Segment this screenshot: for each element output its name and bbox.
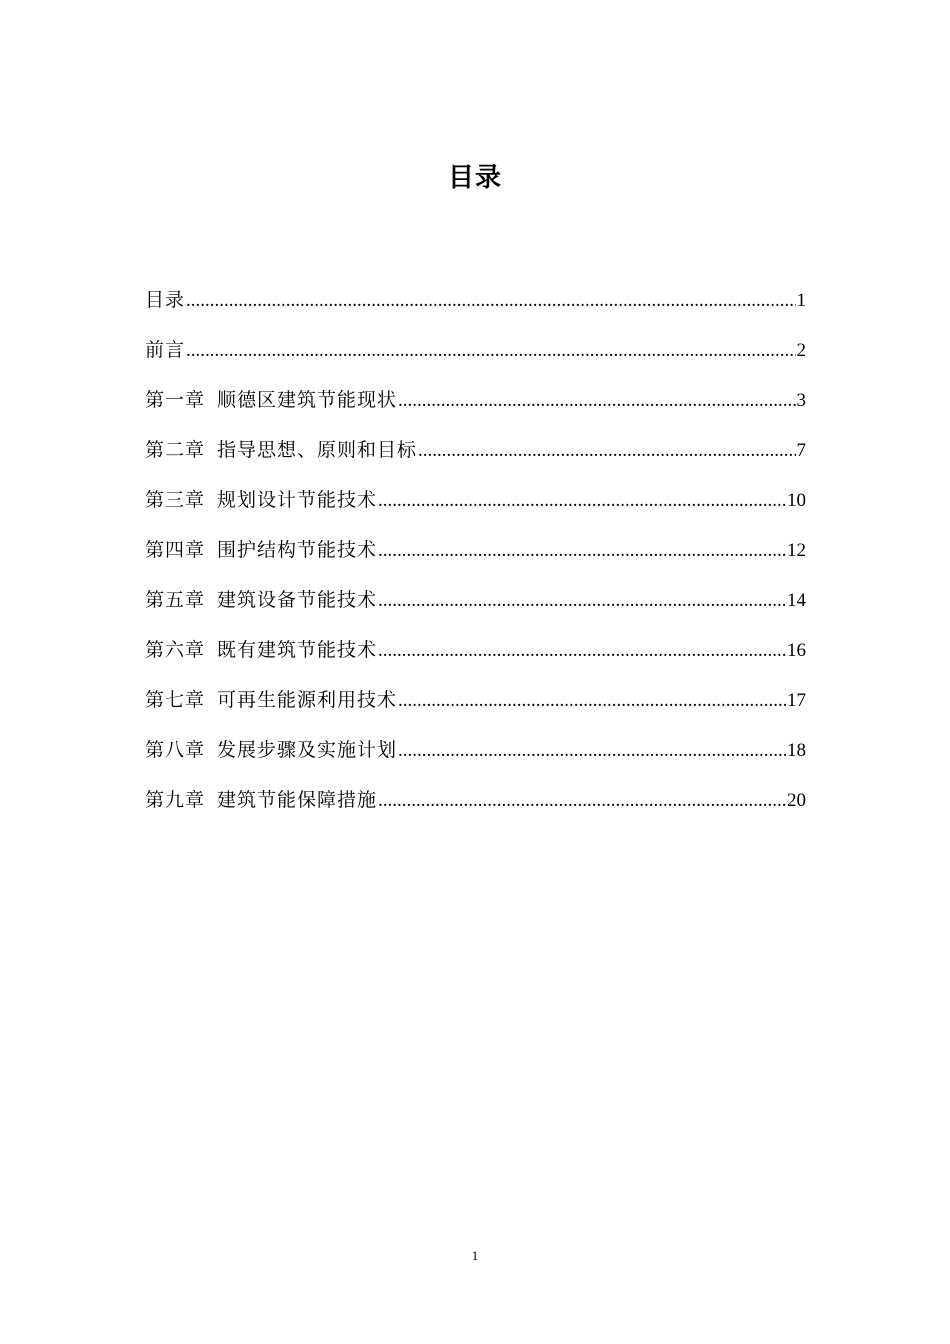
toc-page-number: 2: [796, 340, 806, 361]
toc-heading-text: 既有建筑节能技术: [217, 639, 378, 661]
toc-page-number: 17: [787, 690, 806, 711]
toc-heading-text: 指导思想、原则和目标: [217, 439, 418, 461]
toc-heading-text: 顺德区建筑节能现状: [217, 389, 398, 411]
toc-chapter-label: 第八章: [145, 739, 206, 761]
toc-chapter-label: 第九章: [145, 789, 206, 811]
toc-list: [145, 285, 806, 835]
toc-page-number: 20: [787, 790, 806, 811]
page-footer-number: 1: [471, 1248, 479, 1263]
toc-heading-text: 发展步骤及实施计划: [217, 739, 398, 761]
toc-chapter-label: 第六章: [145, 639, 206, 661]
toc-page-number: 3: [796, 390, 806, 411]
toc-page-number: 16: [787, 640, 806, 661]
toc-dot-leader: [398, 736, 786, 766]
toc-heading-text: 建筑设备节能技术: [217, 589, 378, 611]
toc-entry[interactable]: [145, 285, 806, 335]
toc-dot-leader: [398, 386, 795, 416]
toc-chapter-label: 第四章: [145, 539, 206, 561]
toc-page-number: 18: [787, 740, 806, 761]
toc-dot-leader: [378, 486, 786, 516]
toc-entry[interactable]: [145, 335, 806, 385]
toc-dot-leader: [186, 286, 795, 316]
toc-chapter-label: 第一章: [145, 389, 206, 411]
toc-chapter-label: 前言: [145, 339, 186, 361]
toc-page-number: 12: [787, 540, 806, 561]
toc-chapter-label: 第五章: [145, 589, 206, 611]
toc-page-number: 14: [787, 590, 806, 611]
toc-chapter-label: 第二章: [145, 439, 206, 461]
toc-entry[interactable]: [145, 585, 806, 635]
toc-entry[interactable]: [145, 735, 806, 785]
toc-entry[interactable]: [145, 685, 806, 735]
toc-dot-leader: [378, 786, 786, 816]
toc-heading-text: 建筑节能保障措施: [217, 789, 378, 811]
toc-heading-text: 围护结构节能技术: [217, 539, 378, 561]
toc-entry[interactable]: [145, 485, 806, 535]
toc-page-number: 1: [796, 290, 806, 311]
toc-entry[interactable]: [145, 635, 806, 685]
toc-page-number: 10: [787, 490, 806, 511]
toc-heading-text: 规划设计节能技术: [217, 489, 378, 511]
toc-chapter-label: 第七章: [145, 689, 206, 711]
toc-entry[interactable]: [145, 535, 806, 585]
toc-heading-text: 可再生能源利用技术: [217, 689, 398, 711]
toc-chapter-label: 目录: [145, 289, 186, 311]
toc-dot-leader: [418, 436, 795, 466]
toc-entry[interactable]: [145, 385, 806, 435]
toc-dot-leader: [378, 636, 786, 666]
toc-title: 目录: [447, 163, 502, 193]
toc-dot-leader: [378, 586, 786, 616]
toc-page-number: 7: [796, 440, 806, 461]
toc-entry[interactable]: [145, 435, 806, 485]
toc-dot-leader: [186, 336, 795, 366]
toc-dot-leader: [398, 686, 786, 716]
toc-dot-leader: [378, 536, 786, 566]
toc-chapter-label: 第三章: [145, 489, 206, 511]
toc-entry[interactable]: [145, 785, 806, 835]
